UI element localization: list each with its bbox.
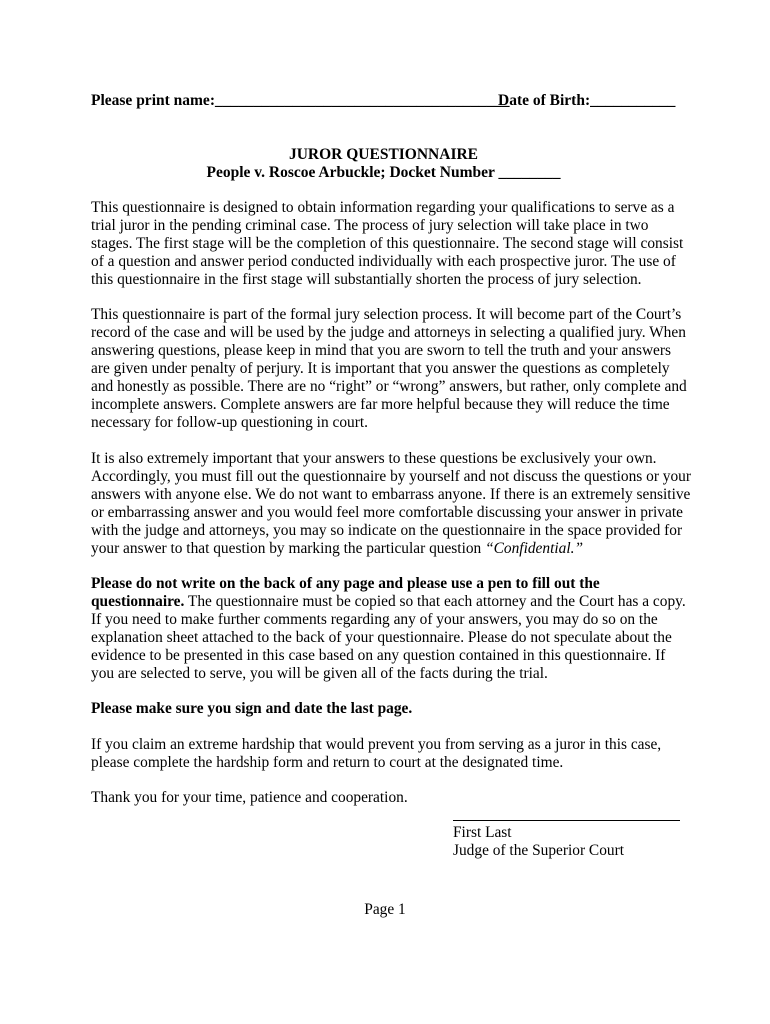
print-name-field: Please print name:______________________________________ <box>91 92 510 109</box>
case-caption: People v. Roscoe Arbuckle; Docket Number ________ <box>206 164 561 181</box>
paragraph-sign-reminder <box>91 700 691 718</box>
paragraph-text: Please make sure you sign and date the last page. <box>91 700 413 717</box>
signature-line <box>453 820 680 821</box>
paragraph-text: Thank you for your time, patience and cooperation. <box>91 789 408 806</box>
document-title: JUROR QUESTIONNAIRE <box>288 146 479 163</box>
paragraph-confidentiality <box>91 450 691 558</box>
header-line <box>91 92 691 110</box>
page-number: Page 1 <box>364 901 406 918</box>
paragraph-text: This questionnaire is designed to obtain information regarding your qualifications to serve as a trial juror in the pending criminal case. The process of jury selection will take place in two stages. The first stage will be the completion of this questionnaire. The second stage will consist of a question and answer period conducted individually with each prospective juror. The use of this questionnaire in the first stage will substantially shorten the process of jury selection. <box>91 199 684 288</box>
judge-name: First Last <box>453 824 512 841</box>
paragraph-main-text: It is also extremely important that your answers to these questions be exclusively your own. Accordingly, you must fill out the questionnaire by yourself and not discuss the questions or your answers with anyone else. We do not want to embarrass anyone. If there is an extremely sensitive or embarrassing answer and you would feel more comfortable discussing your answer in private with the judge and attorneys, you may so indicate on the questionnaire in the space provided for your answer to that question by marking the particular question <box>91 450 692 557</box>
paragraph-formal-process <box>91 306 691 432</box>
paragraph-purpose <box>91 199 691 289</box>
paragraph-hardship <box>91 736 691 772</box>
paragraph-text <box>91 575 691 683</box>
title-block <box>91 146 676 182</box>
instructions-text: The questionnaire must be copied so that each attorney and the Court has a copy. If you need to make further comments regarding any of your answers, you may do so on the explanation sheet attached to the back of your questionnaire. Please do not speculate about the evidence to be presented in this case based on any question contained in this questionnaire. If you are selected to serve, you will be given all of the facts during the trial. <box>91 593 686 682</box>
paragraph-text: If you claim an extreme hardship that would prevent you from serving as a juror in this case, please complete the hardship form and return to court at the designated time. <box>91 736 662 771</box>
judge-title: Judge of the Superior Court <box>453 842 624 859</box>
paragraph-text <box>91 450 691 558</box>
paragraph-thanks <box>91 789 691 807</box>
paragraph-instructions <box>91 575 691 683</box>
confidential-term: “Confidential.” <box>485 540 583 557</box>
signature-block <box>453 824 624 860</box>
paragraph-text: This questionnaire is part of the formal jury selection process. It will become part of the Court’s record of the case and will be used by the judge and attorneys in selecting a qualified jury. When answering questions, please keep in mind that you are sworn to tell the truth and your answers are given under penalty of perjury. It is important that you answer the questions as completely and honestly as possible. There are no “right” or “wrong” answers, but rather, only complete and incomplete answers. Complete answers are far more helpful because they will reduce the time necessary for follow-up questioning in court. <box>91 306 687 431</box>
instructions-emphasis: Please do not write on the back of any page and please use a pen to fill out the questionnaire. <box>91 575 600 610</box>
date-of-birth-field: Date of Birth:___________ <box>498 92 676 109</box>
